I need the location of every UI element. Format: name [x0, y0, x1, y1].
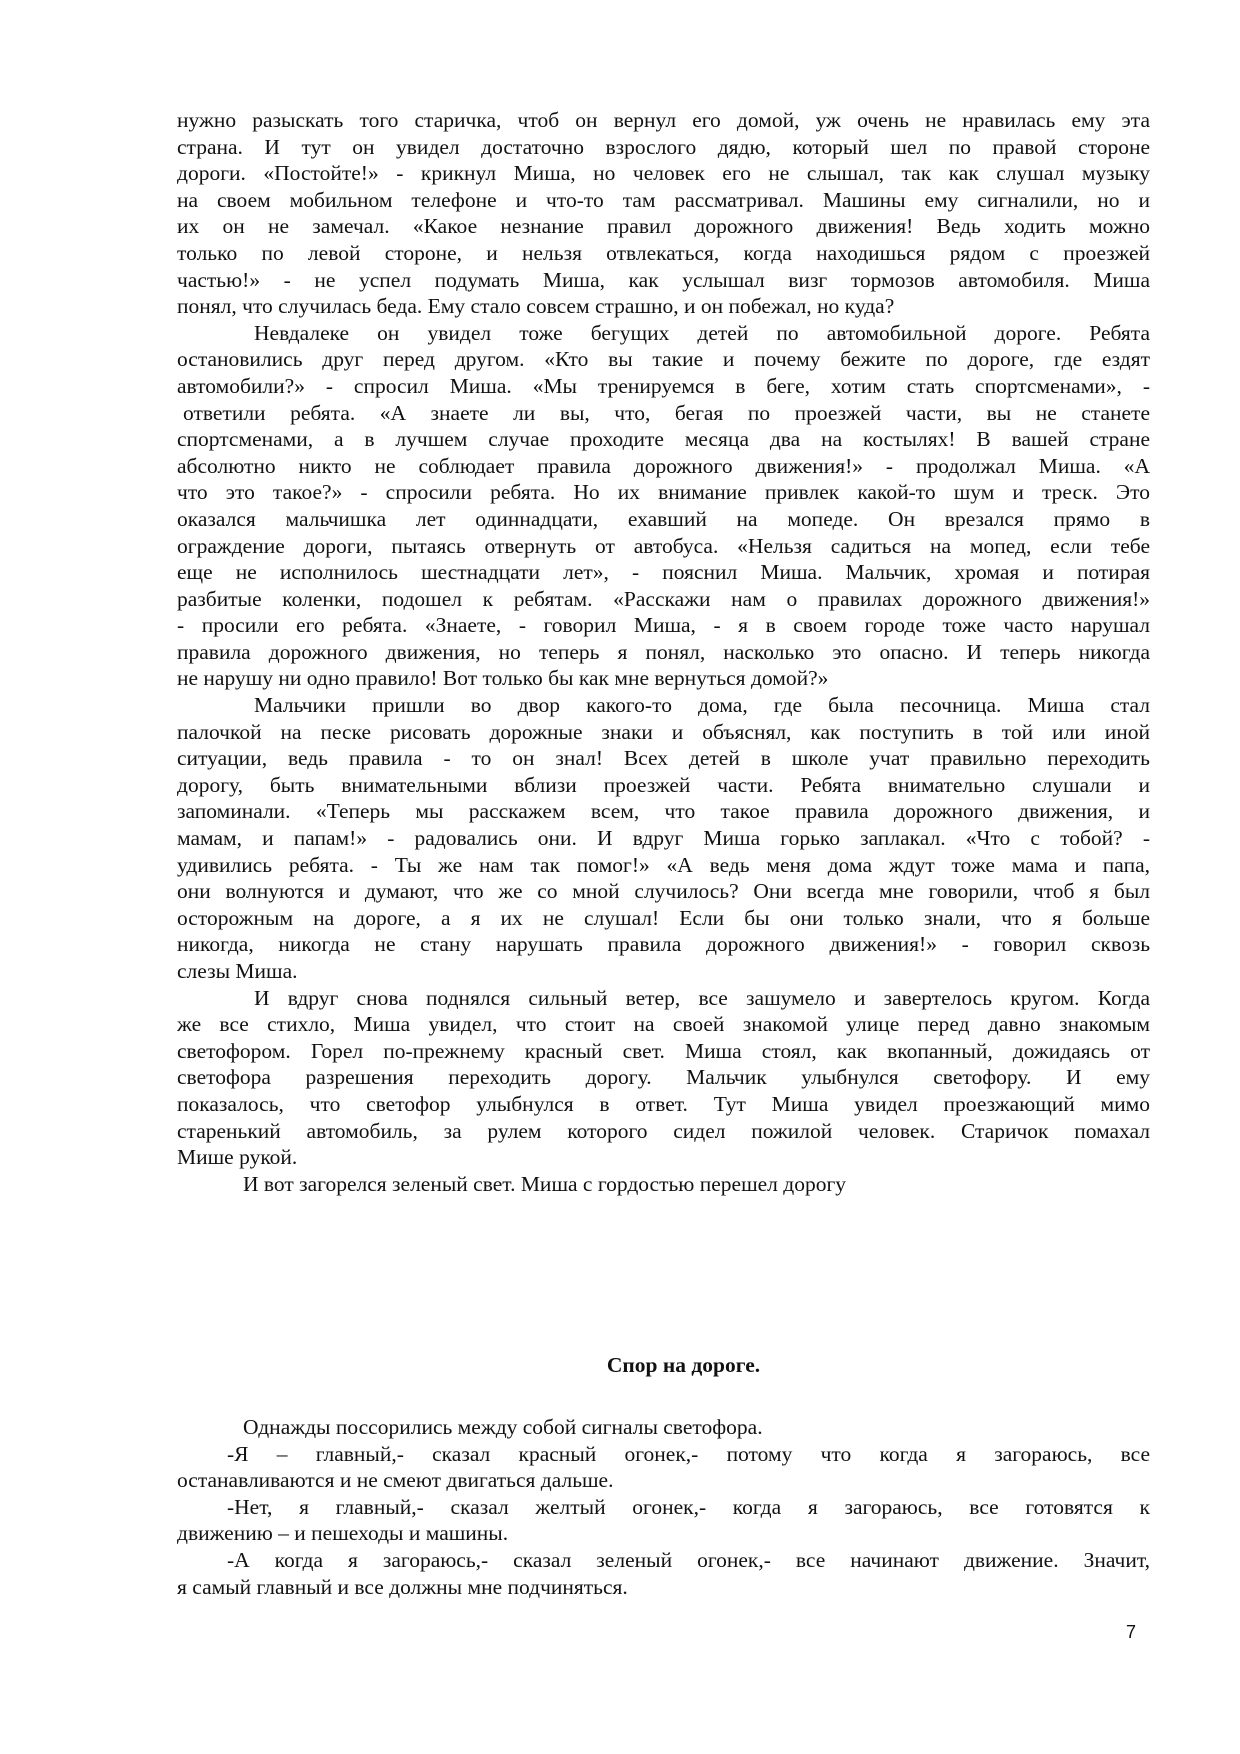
- text-line: дороги. «Постойте!» - крикнул Миша, но человек его не слышал, так как слушал музыку: [177, 161, 1150, 186]
- text-line: мамам, и папам!» - радовались они. И вдруг Миша горько заплакал. «Что с тобой? -: [177, 826, 1150, 851]
- text-line: слезы Миша.: [177, 959, 298, 983]
- text-line: светофора разрешения переходить дорогу. Мальчик улыбнулся светофору. И ему: [177, 1065, 1150, 1090]
- text-line: страна. И тут он увидел достаточно взрослого дядю, который шел по правой стороне: [177, 134, 1150, 159]
- page-number: 7: [1126, 1622, 1137, 1642]
- story2-body: [177, 1414, 1150, 1600]
- text-line: я самый главный и все должны мне подчиняться.: [177, 1574, 628, 1599]
- text-line: показалось, что светофор улыбнулся в ответ. Тут Миша увидел проезжающий мимо: [177, 1091, 1150, 1116]
- text-line: частью!» - не успел подумать Миша, как услышал визг тормозов автомобиля. Миша: [177, 267, 1150, 292]
- text-line: палочкой на песке рисовать дорожные знаки и объяснял, как поступить в той или иной: [177, 719, 1150, 744]
- dialogue-line: -Я – главный,- сказал красный огонек,- потому что когда я загораюсь, все: [227, 1441, 1150, 1466]
- text-line: абсолютно никто не соблюдает правила дорожного движения!» - продолжал Миша. «А: [177, 453, 1150, 478]
- text-line: на своем мобильном телефоне и что-то там рассматривал. Машины ему сигналили, но и: [177, 187, 1150, 212]
- text-line: они волнуются и думают, что же со мной случилось? Они всегда мне говорили, чтоб я был: [177, 879, 1150, 904]
- text-line: Мише рукой.: [177, 1145, 298, 1170]
- paragraph-start-line: И вот загорелся зеленый свет. Миша с гордостью перешел дорогу: [243, 1171, 847, 1196]
- story-body: [177, 107, 1150, 1197]
- text-line: запоминали. «Теперь мы расскажем всем, что такое правила дорожного движения, и: [177, 799, 1150, 824]
- text-line: осторожным на дороге, а я их не слушал! Если бы они только знали, что я больше: [177, 905, 1150, 930]
- text-line: оказался мальчишка лет одиннадцати, ехавший на мопеде. Он врезался прямо в: [177, 506, 1150, 531]
- dialogue-line: -А когда я загораюсь,- сказал зеленый огонек,- все начинают движение. Значит,: [227, 1547, 1150, 1572]
- text-line: спортсменами, а в лучшем случае проходите месяца два на костылях! В вашей стране: [177, 427, 1150, 452]
- text-line: ситуации, ведь правила - то он знал! Всех детей в школе учат правильно переходить: [177, 746, 1150, 771]
- text-line: правила дорожного движения, но теперь я понял, насколько это опасно. И теперь никогда: [177, 639, 1150, 664]
- dialogue-line: -Нет, я главный,- сказал желтый огонек,- когда я загораюсь, все готовятся к: [227, 1494, 1150, 1519]
- text-line: никогда, никогда не стану нарушать правила дорожного движения!» - говорил сквозь: [177, 932, 1150, 957]
- text-line: только по левой стороне, и нельзя отвлекаться, когда находишься рядом с проезжей: [177, 240, 1150, 265]
- paragraph-start-line: И вдруг снова поднялся сильный ветер, все зашумело и завертелось кругом. Когда: [254, 985, 1150, 1010]
- paragraph-start-line: Невдалеке он увидел тоже бегущих детей по автомобильной дороге. Ребята: [254, 320, 1150, 345]
- text-line: автомобили?» - спросил Миша. «Мы тренируемся в беге, хотим стать спортсменами», -: [177, 373, 1150, 398]
- text-line: ответили ребята. «А знаете ли вы, что, бегая по проезжей части, вы не станете: [183, 400, 1150, 425]
- text-line: ограждение дороги, пытаясь отвернуть от автобуса. «Нельзя садиться на мопед, если тебе: [177, 533, 1150, 558]
- paragraph-start-line: Однажды поссорились между собой сигналы светофора.: [243, 1415, 763, 1439]
- text-line: дорогу, быть внимательными вблизи проезжей части. Ребята внимательно слушали и: [177, 772, 1150, 797]
- text-line: - просили его ребята. «Знаете, - говорил Миша, - я в своем городе тоже часто нарушал: [177, 613, 1150, 638]
- text-line: разбитые коленки, подошел к ребятам. «Расскажи нам о правилах дорожного движения!»: [177, 586, 1150, 611]
- text-line: же все стихло, Миша увидел, что стоит на своей знакомой улице перед давно знакомым: [177, 1012, 1150, 1037]
- text-line: нужно разыскать того старичка, чтоб он вернул его домой, уж очень не нравилась ему эта: [177, 108, 1150, 132]
- text-line: стаpенький автомобиль, за рулем которого сидел пожилой человек. Старичок помахал: [177, 1118, 1150, 1143]
- paragraph-start-line: Мальчики пришли во двор какого-то дома, где была песочница. Миша стал: [254, 693, 1150, 718]
- text-line: еще не исполнилось шестнадцати лет», - пояснил Миша. Мальчик, хромая и потирая: [177, 560, 1150, 585]
- story-title: Спор на дороге.: [606, 1353, 761, 1377]
- text-line: движению – и пешеходы и машины.: [177, 1521, 509, 1546]
- text-line: остановились друг перед другом. «Кто вы такие и почему бежите по дороге, где ездят: [177, 347, 1150, 372]
- text-line: не нарушу ни одно правило! Вот только бы как мне вернуться домой?»: [177, 666, 829, 691]
- text-line: понял, что случилась беда. Ему стало совсем страшно, и он побежал, но куда?: [177, 294, 895, 319]
- text-line: светофором. Горел по-прежнему красный свет. Миша стоял, как вкопанный, дожидаясь от: [177, 1038, 1150, 1063]
- text-line: что это такое?» - спросили ребята. Но их внимание привлек какой-то шум и треск. Это: [177, 480, 1150, 505]
- text-line: их он не замечал. «Какое незнание правил дорожного движения! Ведь ходить можно: [177, 214, 1150, 239]
- text-line: останавливаются и не смеют двигаться дальше.: [177, 1468, 614, 1493]
- text-line: удивились ребята. - Ты же нам так помог!» «А ведь меня дома ждут тоже мама и папа,: [177, 852, 1150, 877]
